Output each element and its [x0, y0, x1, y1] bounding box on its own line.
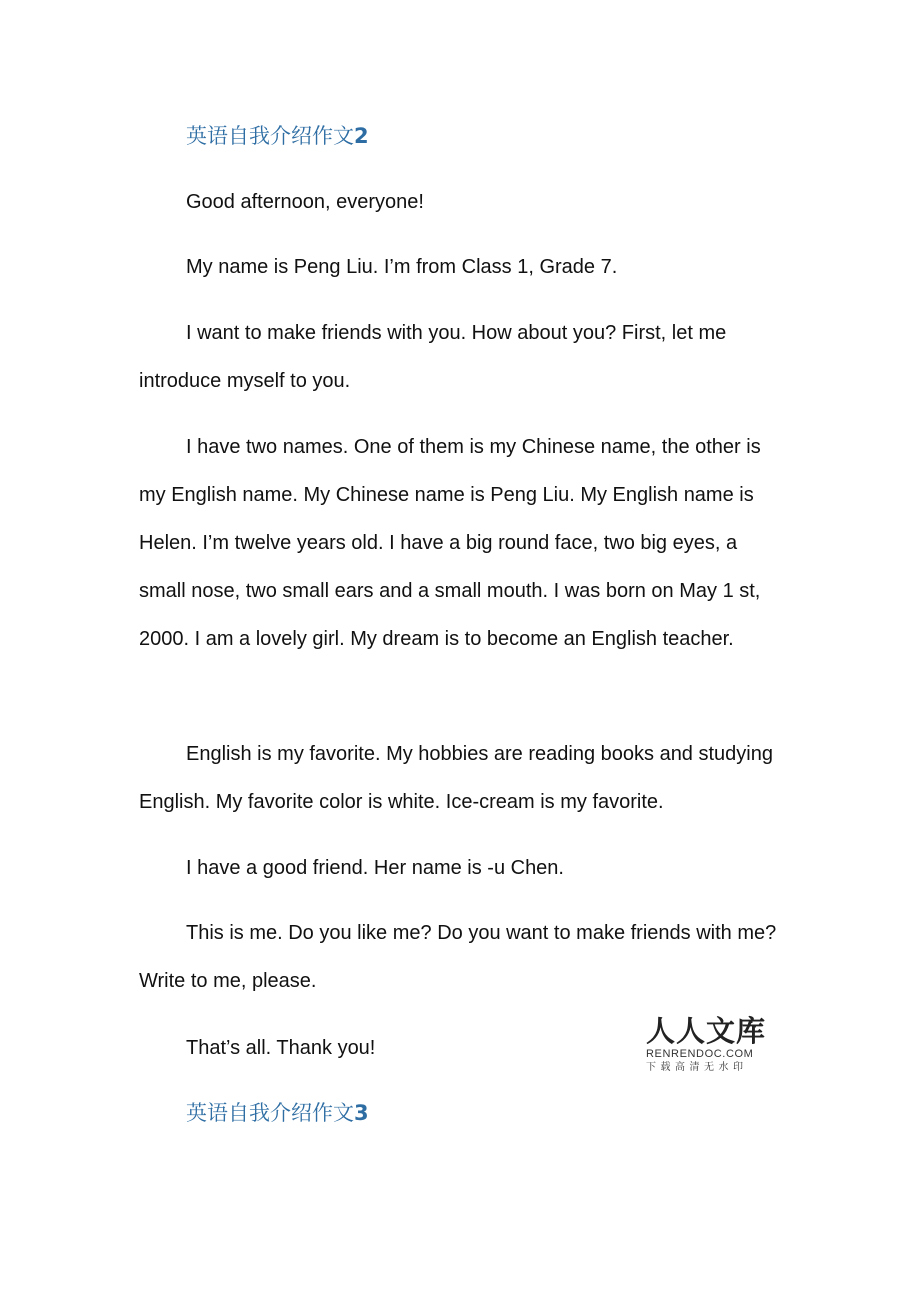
- paragraph-name: My name is Peng Liu. I’m from Class 1, Grade 7.: [186, 256, 618, 278]
- section-heading-2: [186, 122, 369, 150]
- watermark-title: 人人文库: [646, 1014, 767, 1048]
- paragraph-hobbies: English is my favorite. My hobbies are reading books and studying English. My favorite color is white. Ice-cream is my favorite.: [139, 743, 773, 813]
- paragraph-this-is-me: This is me. Do you like me? Do you want to make friends with me? Write to me, please.: [139, 922, 777, 992]
- paragraph-make-friends: I want to make friends with you. How about you? First, let me introduce myself to you.: [139, 322, 727, 392]
- watermark-subtitle: 下载高清无水印: [646, 1062, 748, 1073]
- section-heading-number: 2: [354, 124, 369, 148]
- section-heading-3: [186, 1099, 369, 1127]
- paragraph-two-names: I have two names. One of them is my Chinese name, the other is my English name. My Chinese name is Peng Liu. My English name is Helen. I’m twelve years old. I have a big round face, two big eyes, a small nose, two small ears and a small mouth. I was born on May 1 st, 2000. I am a lovely girl. My dream is to become an English teacher.: [139, 436, 761, 650]
- section-heading-text: 英语自我介绍作文: [186, 1101, 354, 1125]
- watermark-logo: [646, 1014, 772, 1080]
- watermark-url: RENRENDOC.COM: [646, 1048, 754, 1060]
- paragraph-greeting: Good afternoon, everyone!: [186, 191, 424, 213]
- section-heading-number: 3: [354, 1101, 369, 1125]
- paragraph-closing: That’s all. Thank you!: [186, 1037, 376, 1059]
- section-heading-text: 英语自我介绍作文: [186, 124, 354, 148]
- paragraph-friend: I have a good friend. Her name is -u Chen.: [186, 857, 564, 879]
